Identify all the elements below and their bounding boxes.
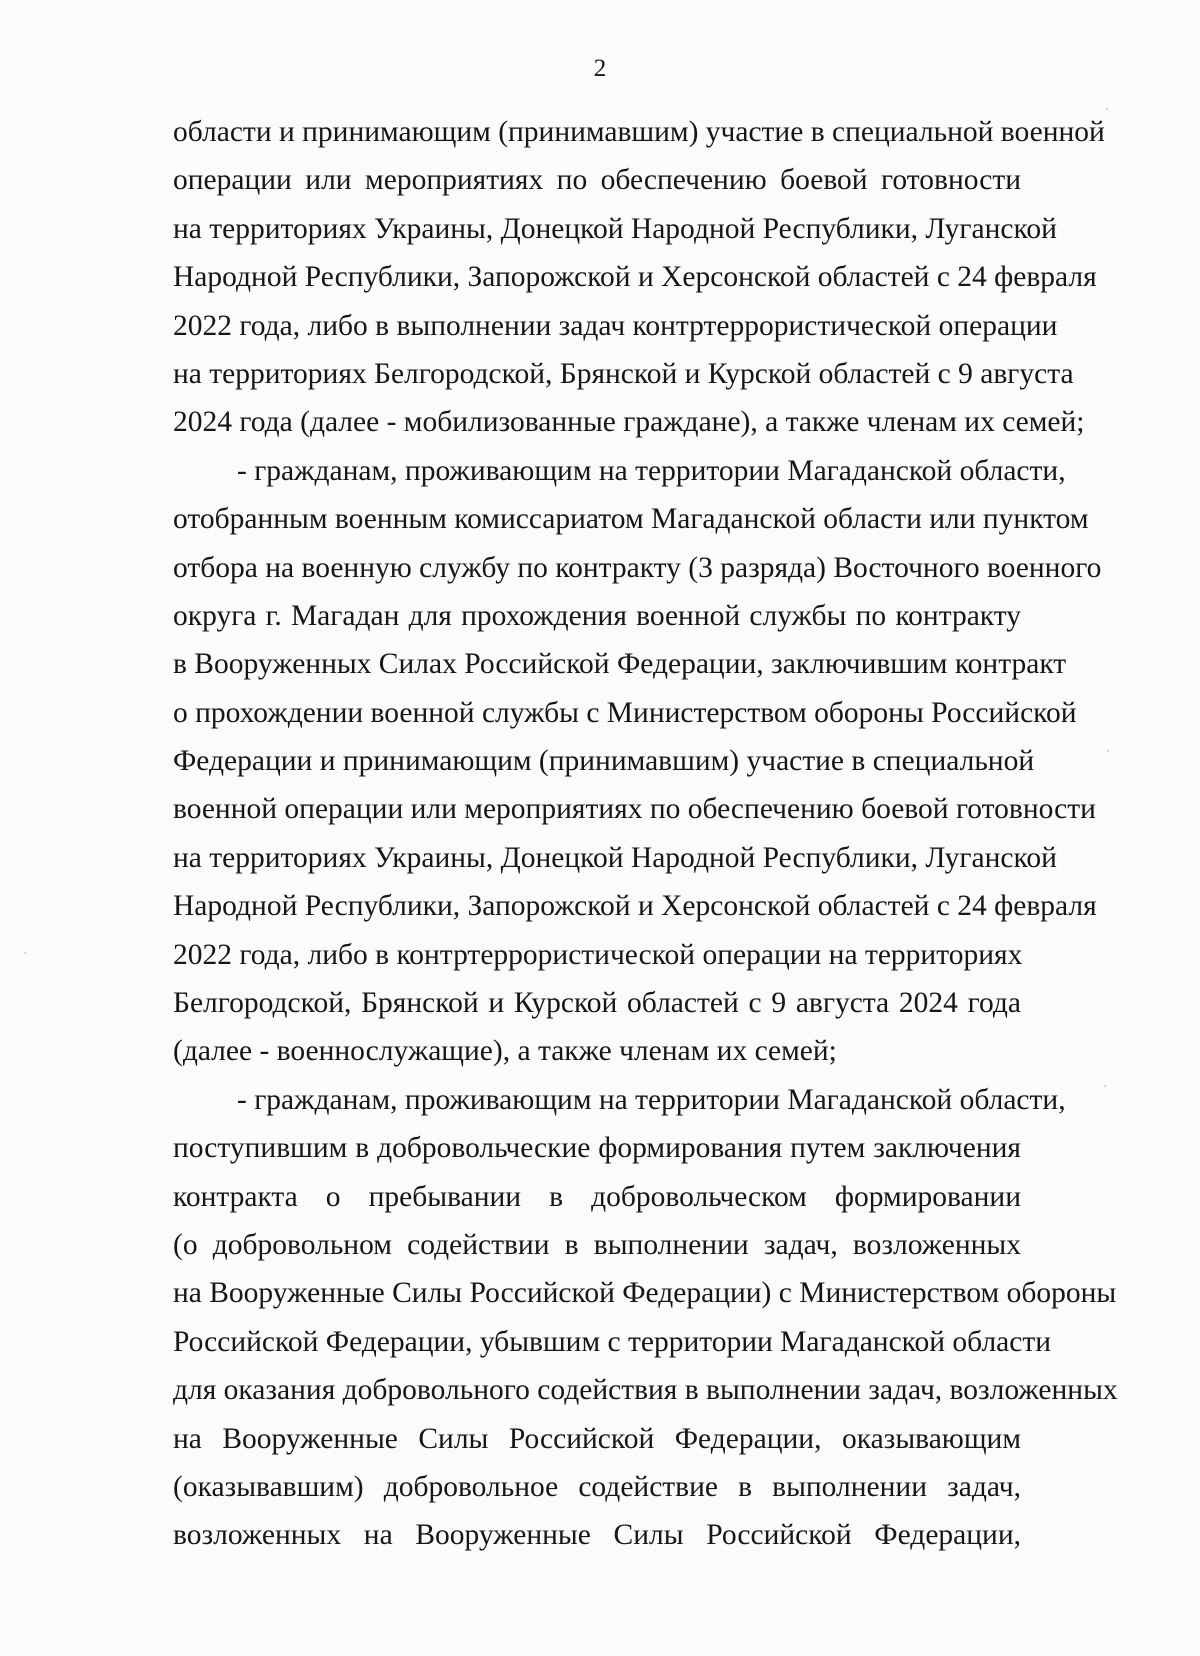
scan-speck (1107, 750, 1109, 752)
text-line: на территориях Украины, Донецкой Народной Республики, Луганской (173, 841, 1057, 874)
paragraph-first-line: - гражданам, проживающим на территории Магаданской области, (237, 454, 1066, 487)
text-line: Народной Республики, Запорожской и Херсонской областей с 24 февраля (173, 890, 1097, 923)
text-line: контракта о пребывании в добровольческом формировании (173, 1180, 1021, 1213)
text-line: 2024 года (далее - мобилизованные граждане), а также членам их семей; (173, 406, 1085, 439)
text-line: (оказывавшим) добровольное содействие в выполнении задач, (173, 1470, 1021, 1503)
text-line: (о добровольном содействии в выполнении задач, возложенных (173, 1228, 1021, 1261)
scan-speck (1106, 108, 1108, 110)
text-line: Белгородской, Брянской и Курской областей с 9 августа 2024 года (173, 987, 1021, 1020)
text-line: на Вооруженные Силы Российской Федерации) с Министерством обороны (173, 1277, 1117, 1310)
text-line: на территориях Белгородской, Брянской и Курской областей с 9 августа (173, 357, 1074, 390)
text-line: на Вооруженные Силы Российской Федерации, оказывающим (173, 1422, 1021, 1455)
paragraph-first-line: - гражданам, проживающим на территории Магаданской области, (237, 1083, 1066, 1116)
text-line: отбора на военную службу по контракту (3 разряда) Восточного военного (173, 551, 1102, 584)
text-line: Федерации и принимающим (принимавшим) участие в специальной (173, 745, 1035, 778)
scan-speck (24, 952, 26, 954)
text-line: (далее - военнослужащие), а также членам их семей; (173, 1035, 837, 1068)
text-line: Народной Республики, Запорожской и Херсонской областей с 24 февраля (173, 261, 1097, 294)
text-line: для оказания добровольного содействия в выполнении задач, возложенных (173, 1374, 1118, 1407)
text-line: 2022 года, либо в выполнении задач контртеррористической операции (173, 309, 1058, 342)
text-line: отобранным военным комиссариатом Магаданской области или пунктом (173, 503, 1089, 536)
text-line: Российской Федерации, убывшим с территории Магаданской области (173, 1325, 1052, 1358)
text-line: возложенных на Вооруженные Силы Российской Федерации, (173, 1519, 1021, 1552)
page-number: 2 (593, 55, 607, 82)
text-line: 2022 года, либо в контртеррористической операции на территориях (173, 938, 1023, 971)
text-line: военной операции или мероприятиях по обеспечению боевой готовности (173, 793, 1096, 826)
text-line: поступившим в добровольческие формирования путем заключения (173, 1132, 1021, 1165)
scan-speck (1104, 1085, 1106, 1087)
text-line: в Вооруженных Силах Российской Федерации, заключившим контракт (173, 648, 1067, 681)
text-line: о прохождении военной службы с Министерством обороны Российской (173, 696, 1077, 729)
text-line: на территориях Украины, Донецкой Народной Республики, Луганской (173, 212, 1057, 245)
text-line: области и принимающим (принимавшим) участие в специальной военной (173, 116, 1105, 148)
text-line: округа г. Магадан для прохождения военной службы по контракту (173, 599, 1021, 632)
document-body (173, 108, 1118, 1560)
text-line: операции или мероприятиях по обеспечению боевой готовности (173, 164, 1021, 197)
